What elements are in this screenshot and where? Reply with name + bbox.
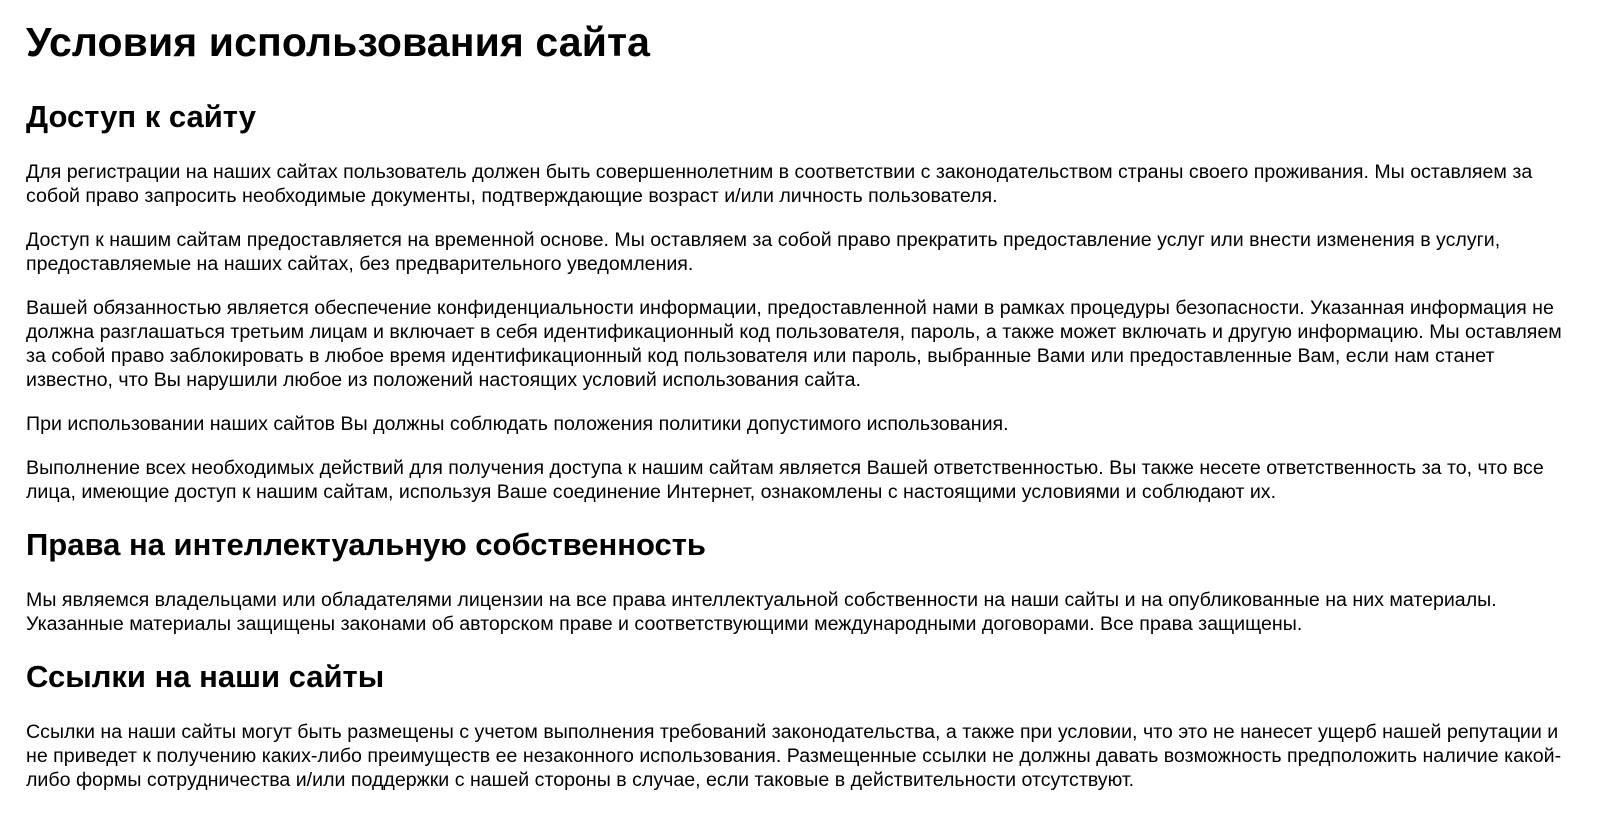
section-heading-links-to-sites: Ссылки на наши сайты — [26, 659, 385, 694]
section-intellectual-property — [26, 524, 1574, 636]
paragraph: Мы являемся владельцами или обладателями лицензии на все права интеллектуальной собственности на наши сайты и на опубликованные на них материалы. Указанные материалы защищены законами об авторском праве и соответствующими международными договорами. Все права защищены. — [26, 589, 1497, 635]
page-title: Условия использования сайта — [26, 19, 651, 65]
paragraph: Для регистрации на наших сайтах пользователь должен быть совершеннолетним в соответствии с законодательством страны своего проживания. Мы оставляем за собой право запросить необходимые документы, подтверждающие возраст и/или личность пользователя. — [26, 161, 1533, 207]
section-heading-site-access: Доступ к сайту — [26, 99, 257, 134]
section-links-to-sites — [26, 656, 1574, 792]
paragraph: Ссылки на наши сайты могут быть размещены с учетом выполнения требований законодательства, а также при условии, что это не нанесет ущерб нашей репутации и не приведет к получению каких-либо преимуществ ее незаконного использования. Размещенные ссылки не должны давать возможность предположить наличие какой-либо формы сотрудничества и/или поддержки с нашей стороны в случае, если таковые в действительности отсутствуют. — [26, 721, 1562, 791]
paragraph: Вашей обязанностью является обеспечение конфиденциальности информации, предоставленной нами в рамках процедуры безопасности. Указанная информация не должна разглашаться третьим лицам и включает в себя идентификационный код пользователя, пароль, а также может включать и другую информацию. Мы оставляем за собой право заблокировать в любое время идентификационный код пользователя или пароль, выбранные Вами или предоставленные Вам, если нам станет известно, что Вы нарушили любое из положений настоящих условий использования сайта. — [26, 297, 1562, 391]
paragraph: Доступ к нашим сайтам предоставляется на временной основе. Мы оставляем за собой право прекратить предоставление услуг или внести изменения в услуги, предоставляемые на наших сайтах, без предварительного уведомления. — [26, 229, 1501, 275]
section-heading-intellectual-property: Права на интеллектуальную собственность — [26, 527, 706, 562]
paragraph: Выполнение всех необходимых действий для получения доступа к нашим сайтам является Вашей ответственностью. Вы также несете ответственность за то, что все лица, имеющие доступ к нашим сайтам, используя Ваше соединение Интернет, ознакомлены с настоящими условиями и соблюдают их. — [26, 457, 1544, 503]
paragraph: При использовании наших сайтов Вы должны соблюдать положения политики допустимого использования. — [26, 413, 1009, 435]
section-site-access — [26, 96, 1574, 504]
